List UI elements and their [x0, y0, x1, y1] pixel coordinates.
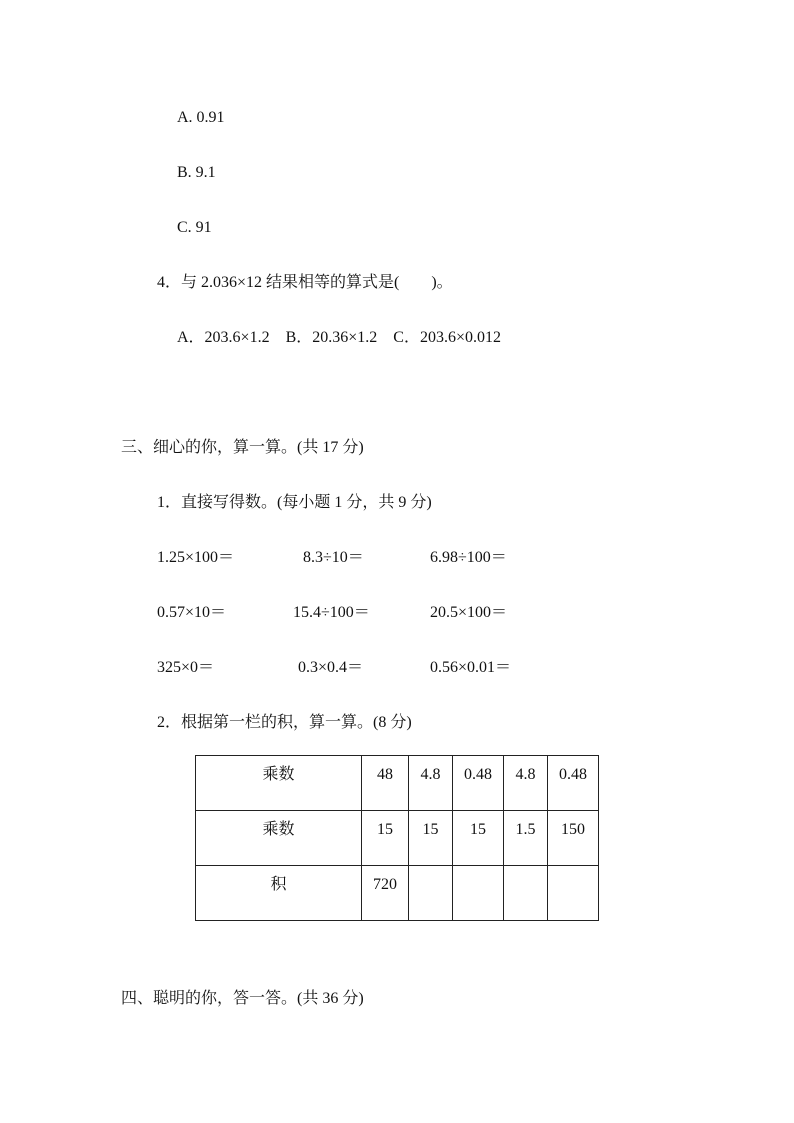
- table-row: [196, 811, 599, 866]
- table-cell: 15: [362, 811, 409, 866]
- section3-q2-title: 2．根据第一栏的积，算一算。(8 分): [157, 714, 412, 731]
- calc-item: 0.56×0.01＝: [430, 659, 512, 676]
- calc-item: 325×0＝: [157, 659, 215, 676]
- answer-cell[interactable]: [453, 866, 504, 921]
- table-cell: 0.48: [548, 756, 599, 811]
- section4-title: 四、聪明的你，答一答。(共 36 分): [121, 990, 364, 1007]
- table-cell: 150: [548, 811, 599, 866]
- product-table: [195, 755, 599, 921]
- table-cell: 1.5: [504, 811, 548, 866]
- row-label: 乘数: [196, 811, 362, 866]
- table-cell: 48: [362, 756, 409, 811]
- answer-cell[interactable]: [548, 866, 599, 921]
- q3-option-a: A. 0.91: [177, 109, 225, 126]
- calc-item: 15.4÷100＝: [293, 604, 370, 621]
- table-row: [196, 866, 599, 921]
- row-label: 乘数: [196, 756, 362, 811]
- section3-title: 三、细心的你，算一算。(共 17 分): [121, 439, 364, 456]
- table-cell: 4.8: [504, 756, 548, 811]
- q4-options: A．203.6×1.2 B．20.36×1.2 C．203.6×0.012: [177, 329, 501, 346]
- calc-item: 20.5×100＝: [430, 604, 508, 621]
- calc-item: 1.25×100＝: [157, 549, 235, 566]
- calc-item: 0.57×10＝: [157, 604, 227, 621]
- section3-q1-title: 1．直接写得数。(每小题 1 分，共 9 分): [157, 494, 432, 511]
- q3-option-b: B. 9.1: [177, 164, 216, 181]
- table-cell: 15: [409, 811, 453, 866]
- table-cell: 15: [453, 811, 504, 866]
- table-cell: 720: [362, 866, 409, 921]
- calc-item: 6.98÷100＝: [430, 549, 507, 566]
- table-cell: 4.8: [409, 756, 453, 811]
- calc-item: 8.3÷10＝: [303, 549, 364, 566]
- table-row: [196, 756, 599, 811]
- answer-cell[interactable]: [504, 866, 548, 921]
- q3-option-c: C. 91: [177, 219, 212, 236]
- q4-stem: 4．与 2.036×12 结果相等的算式是( )。: [157, 274, 453, 291]
- calc-item: 0.3×0.4＝: [298, 659, 364, 676]
- row-label: 积: [196, 866, 362, 921]
- table-cell: 0.48: [453, 756, 504, 811]
- answer-cell[interactable]: [409, 866, 453, 921]
